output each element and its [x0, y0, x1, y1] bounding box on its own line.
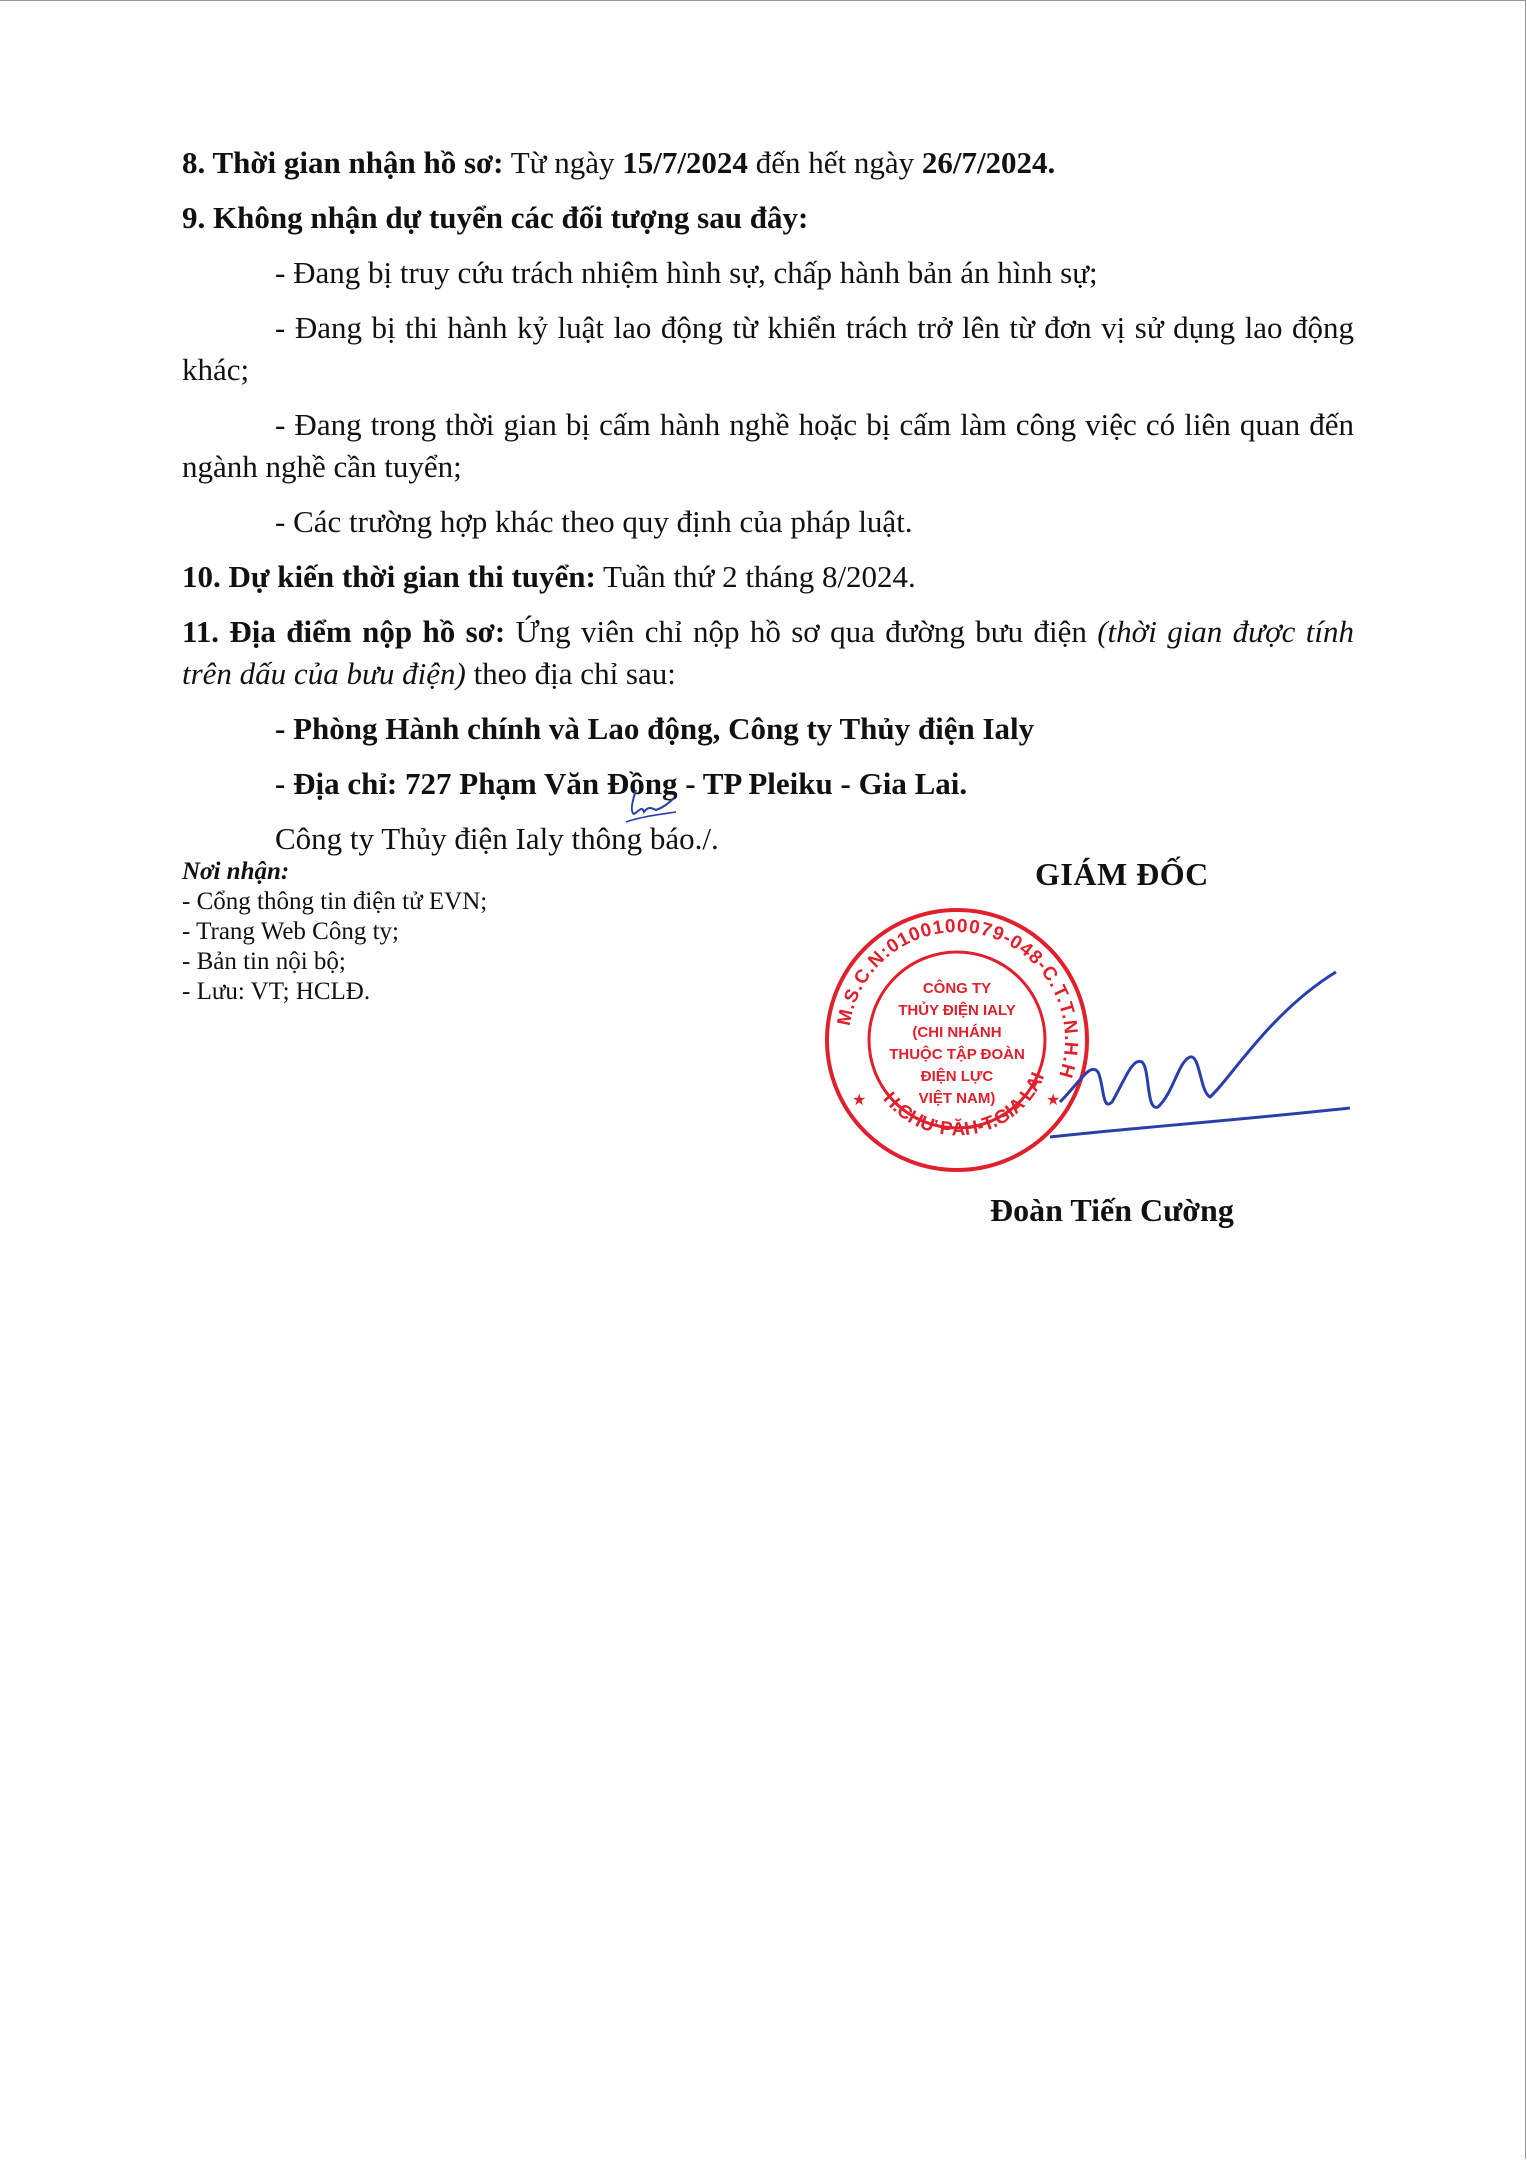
- item-11-text-2: theo địa chỉ sau:: [465, 656, 676, 691]
- seal-center-line: CÔNG TY: [922, 980, 992, 997]
- item-8-text-2: đến hết ngày: [747, 145, 922, 180]
- item-10-text: Tuần thứ 2 tháng 8/2024.: [595, 559, 916, 594]
- seal-ring-text: M.S.C.N:0100100079-048-C.T.T.N.H.H: [833, 915, 1082, 1082]
- signer-title: GIÁM ĐỐC: [1035, 856, 1209, 892]
- item-11-italic-note: (thời gian được tính trên dấu của bưu điện): [182, 614, 1354, 691]
- initial-signature: [622, 784, 678, 832]
- item-9-bullet: - Đang bị truy cứu trách nhiệm hình sự, chấp hành bản án hình sự;: [275, 255, 1098, 290]
- seal-center-line: (CHI NHÁNH: [912, 1024, 1002, 1041]
- seal-star-icon: ★: [1046, 1090, 1061, 1109]
- document-body: [182, 142, 1354, 873]
- item-9-label: 9. Không nhận dự tuyển các đối tượng sau đây:: [182, 200, 809, 235]
- item-10: [182, 556, 1354, 598]
- seal-center-line: ĐIỆN LỰC: [920, 1068, 994, 1085]
- recipients-block: [182, 857, 682, 1007]
- item-11-address: - Địa chỉ: 727 Phạm Văn Đồng - TP Pleiku - Gia Lai.: [275, 766, 968, 801]
- recipient-item: - Cổng thông tin điện tử EVN;: [182, 888, 488, 915]
- closing-line: Công ty Thủy điện Ialy thông báo./.: [275, 821, 719, 856]
- item-8-date-from: 15/7/2024: [622, 145, 748, 180]
- recipient-item: - Lưu: VT; HCLĐ.: [182, 978, 371, 1005]
- item-8-text: Từ ngày: [503, 145, 623, 180]
- item-9-bullet: - Các trường hợp khác theo quy định của pháp luật.: [275, 504, 913, 539]
- item-11-label: 11. Địa điểm nộp hồ sơ:: [182, 614, 506, 649]
- seal-bottom-text: H.CHƯ PĂH-T.GIA LAI: [878, 1069, 1050, 1141]
- recipients-heading: Nơi nhận:: [182, 858, 290, 885]
- seal-center-line: THỦY ĐIỆN IALY: [898, 1002, 1016, 1019]
- item-9-bullet: - Đang trong thời gian bị cấm hành nghề hoặc bị cấm làm công việc có liên quan đến ngành nghề cần tuyển;: [182, 407, 1354, 484]
- item-8-date-to: 26/7/2024.: [921, 145, 1056, 180]
- item-11: [182, 611, 1354, 695]
- signer-name: Đoàn Tiến Cường: [990, 1192, 1234, 1228]
- seal-star-icon: ★: [852, 1090, 867, 1109]
- item-11-office: - Phòng Hành chính và Lao động, Công ty Thủy điện Ialy: [275, 711, 1035, 746]
- recipient-item: - Bản tin nội bộ;: [182, 948, 346, 975]
- seal-center-line: THUỘC TẬP ĐOÀN: [889, 1046, 1025, 1063]
- item-8-label: 8. Thời gian nhận hồ sơ:: [182, 145, 504, 180]
- item-9-bullet: - Đang bị thi hành kỷ luật lao động từ khiển trách trở lên từ đơn vị sử dụng lao động khác;: [182, 310, 1354, 387]
- director-signature: [1050, 962, 1350, 1152]
- item-11-text: Ứng viên chỉ nộp hồ sơ qua đường bưu điện: [505, 614, 1098, 649]
- seal-center-line: VIỆT NAM): [918, 1090, 996, 1107]
- item-8: [182, 142, 1354, 184]
- recipient-item: - Trang Web Công ty;: [182, 918, 399, 945]
- item-10-label: 10. Dự kiến thời gian thi tuyển:: [182, 559, 596, 594]
